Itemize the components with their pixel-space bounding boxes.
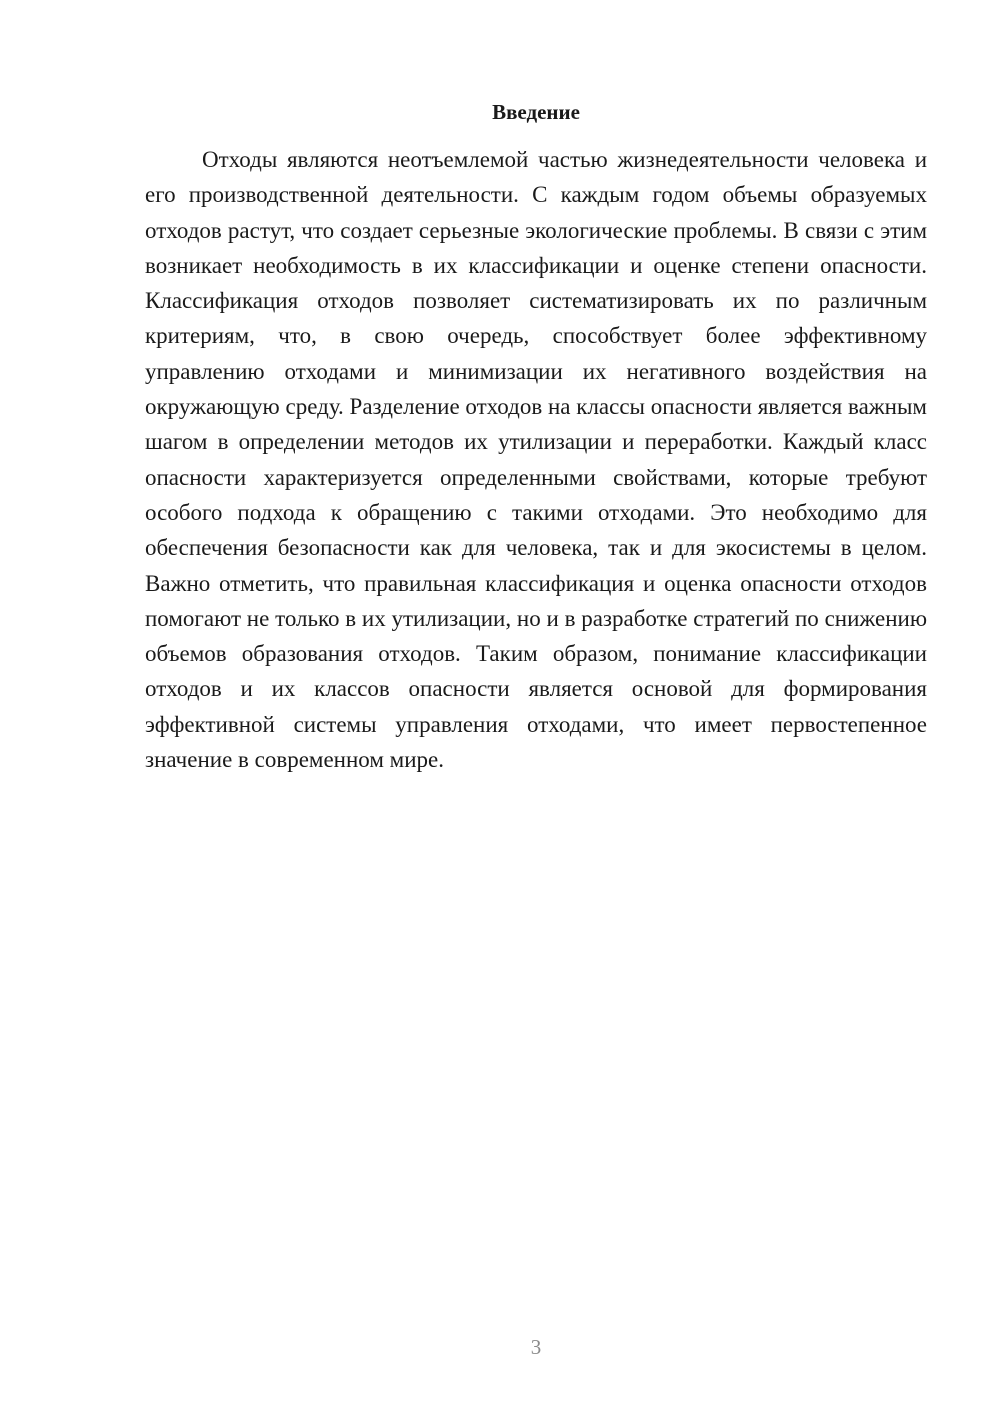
body-paragraph: Отходы являются неотъемлемой частью жизнедеятельности человека и его производственной деятельности. С каждым годом объемы образуемых отходов растут, что создает серьезные экологические проблемы. В связи с этим возникает необходимость в их классификации и оценке степени опасности. Классификация отходов позволяет систематизировать их по различным критериям, что, в свою очередь, способствует более эффективному управлению отходами и минимизации их негативного воздействия на окружающую среду. Разделение отходов на классы опасности является важным шагом в определении методов их утилизации и переработки. Каждый класс опасности характеризуется определенными свойствами, которые требуют особого подхода к обращению с такими отходами. Это необходимо для обеспечения безопасности как для человека, так и для экосистемы в целом. Важно отметить, что правильная классификация и оценка опасности отходов помогают не только в их утилизации, но и в разработке стратегий по снижению объемов образования отходов. Таким образом, понимание классификации отходов и их классов опасности является основой для формирования эффективной системы управления отходами, что имеет первостепенное значение в современном мире.	[145, 147, 927, 773]
section-heading: Введение	[492, 100, 580, 124]
page-number: 3	[530, 1335, 542, 1359]
